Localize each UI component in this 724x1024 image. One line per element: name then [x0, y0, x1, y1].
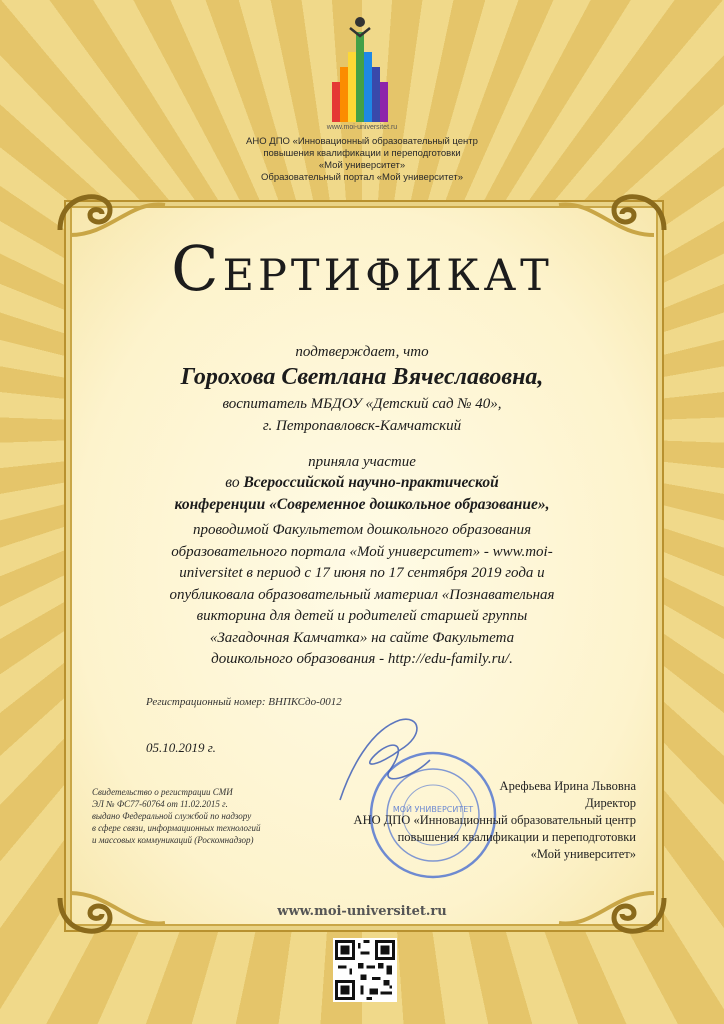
certificate-title: Сертификат [171, 232, 553, 305]
qr-code-icon [333, 938, 397, 1002]
logo-url: www.moi-universitet.ru [326, 124, 398, 131]
corner-ornament-icon [50, 180, 170, 240]
registration-number: Регистрационный номер: ВНПКСдо-0012 [146, 696, 342, 708]
event-line-1: во Всероссийской научно-практической [225, 474, 499, 491]
signatory-name: Арефьева Ирина Львовна [499, 779, 636, 793]
signatory-title: Директор [585, 796, 636, 810]
recipient-city: г. Петропавловск-Камчатский [262, 418, 462, 434]
signatory-block: Арефьева Ирина Львовна Директор АНО ДПО «Инновационный образовательный центр повышения квалификации и переподготовки «Мой университет» [300, 778, 636, 863]
org-header: АНО ДПО «Инновационный образовательный центр повышения квалификации и переподготовки «Мой университет» Образовательный портал «Мой университет» [246, 136, 478, 183]
moi-universitet-logo-icon [322, 12, 402, 132]
event-line-2: конференции «Современное дошкольное образование», [174, 496, 550, 513]
recipient-position: воспитатель МБДОУ «Детский сад № 40», [222, 396, 502, 412]
issue-date: 05.10.2019 г. [146, 740, 216, 755]
stamp-text: МОЙ УНИВЕРСИТЕТ [392, 805, 474, 814]
corner-ornament-icon [50, 888, 170, 948]
recipient-name: Горохова Светлана Вячеславовна, [180, 364, 544, 390]
confirms-text: подтверждает, что [295, 344, 429, 360]
certificate-body: проводимой Факультетом дошкольного образования образовательного портала «Мой университет» - www.moi- universitet в период с 17 июня по 17 сентября 2019 года и опубликовала образовательный материал «Познавательная викторина для детей и родителей старшей группы «Загадочная Камчатка» на сайте Факультета дошкольного образования - http://edu-family.ru/. [169, 522, 555, 667]
corner-ornament-icon [554, 180, 674, 240]
corner-ornament-icon [554, 888, 674, 948]
took-part-text: приняла участие [308, 454, 416, 470]
media-registration-notice: Свидетельство о регистрации СМИ ЭЛ № ФС77-60764 от 11.02.2015 г. выдано Федеральной службой по надзору в сфере связи, информационных технологий и массовых коммуникаций (Роскомнадзор) [92, 787, 261, 845]
footer-site: www.moi-universitet.ru [277, 904, 447, 919]
